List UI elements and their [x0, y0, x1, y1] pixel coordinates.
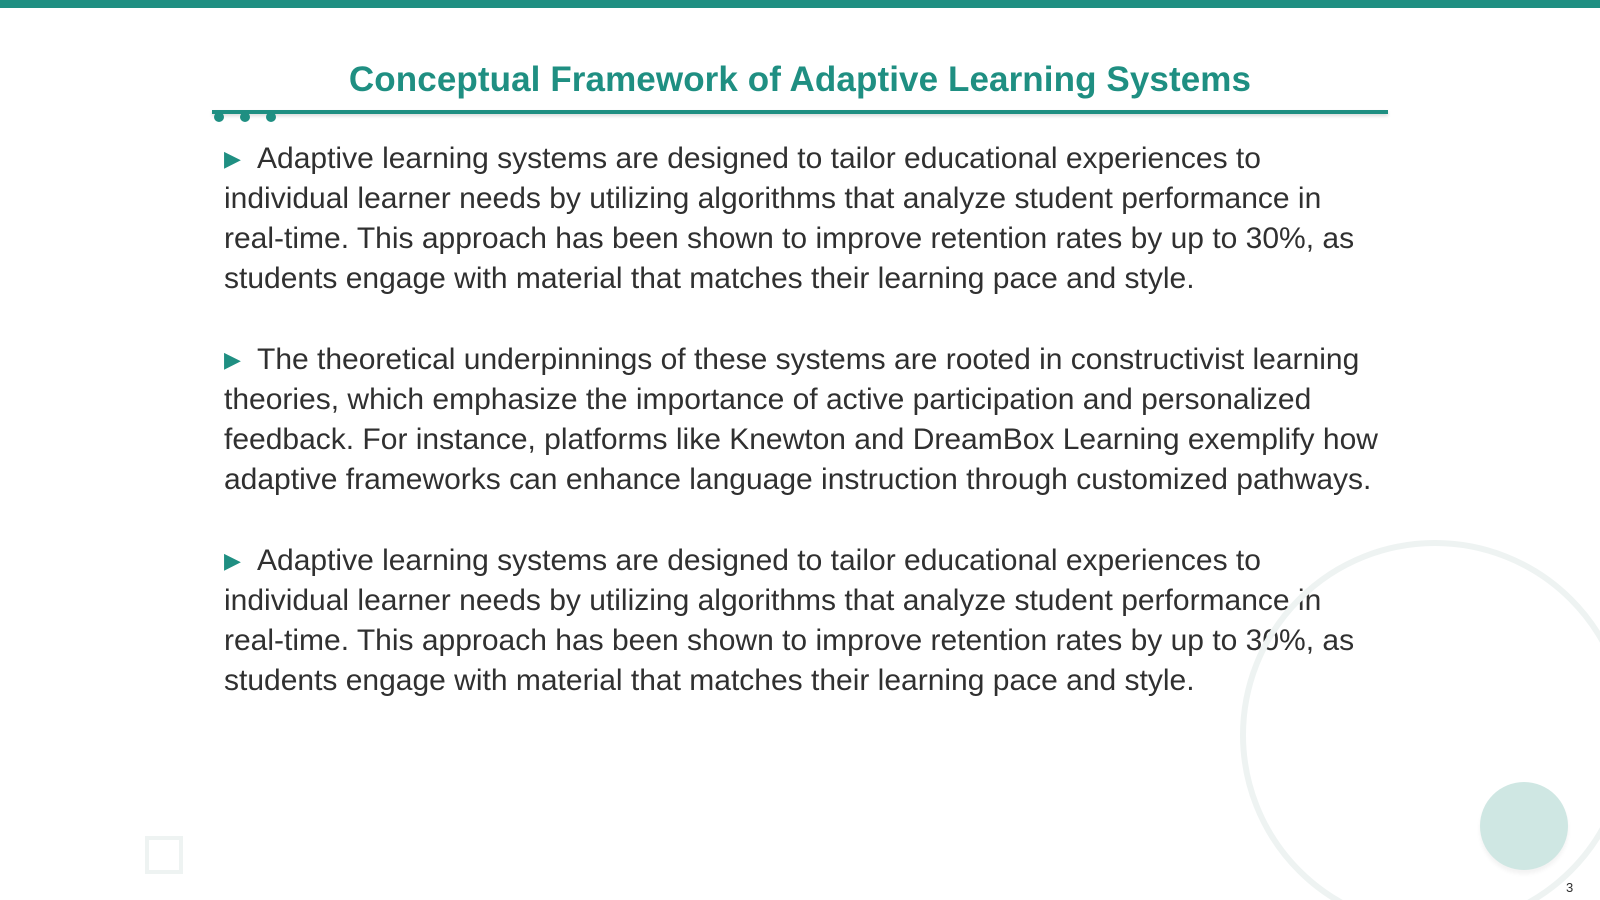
title-divider — [212, 110, 1388, 114]
decorative-dot-1 — [214, 112, 224, 122]
bullet-text-3: Adaptive learning systems are designed to tailor educational experiences to individual learner needs by utilizing algorithms that analyze student performance in real-time. This approach has been shown to improve retention rates by up to 30%, as students engage with material that matches their learning pace and style. — [224, 544, 1355, 697]
play-bullet-icon: ▶ — [224, 146, 241, 171]
decorative-dot-3 — [266, 112, 276, 122]
slide-title: Conceptual Framework of Adaptive Learning Systems — [348, 60, 1252, 99]
decorative-dot-2 — [240, 112, 250, 122]
decorative-circle-filled — [1480, 782, 1568, 870]
play-bullet-icon: ▶ — [224, 347, 241, 372]
bullet-text-1: Adaptive learning systems are designed to tailor educational experiences to individual learner needs by utilizing algorithms that analyze student performance in real-time. This approach has been shown to improve retention rates by up to 30%, as students engage with material that matches their learning pace and style. — [224, 142, 1355, 295]
top-accent-strip — [0, 0, 1600, 8]
bullet-list — [224, 139, 1384, 742]
bullet-item-3 — [224, 541, 1384, 701]
bullet-item-2 — [224, 340, 1384, 500]
page-number: 3 — [1566, 880, 1574, 895]
play-bullet-icon: ▶ — [224, 548, 241, 573]
bullet-text-2: The theoretical underpinnings of these systems are rooted in constructivist learning theories, which emphasize the importance of active participation and personalized feedback. For instance, platforms like Knewton and DreamBox Learning exemplify how adaptive frameworks can enhance language instruction through customized pathways. — [224, 343, 1378, 496]
bullet-item-1 — [224, 139, 1384, 299]
decorative-square-outline — [145, 836, 183, 874]
